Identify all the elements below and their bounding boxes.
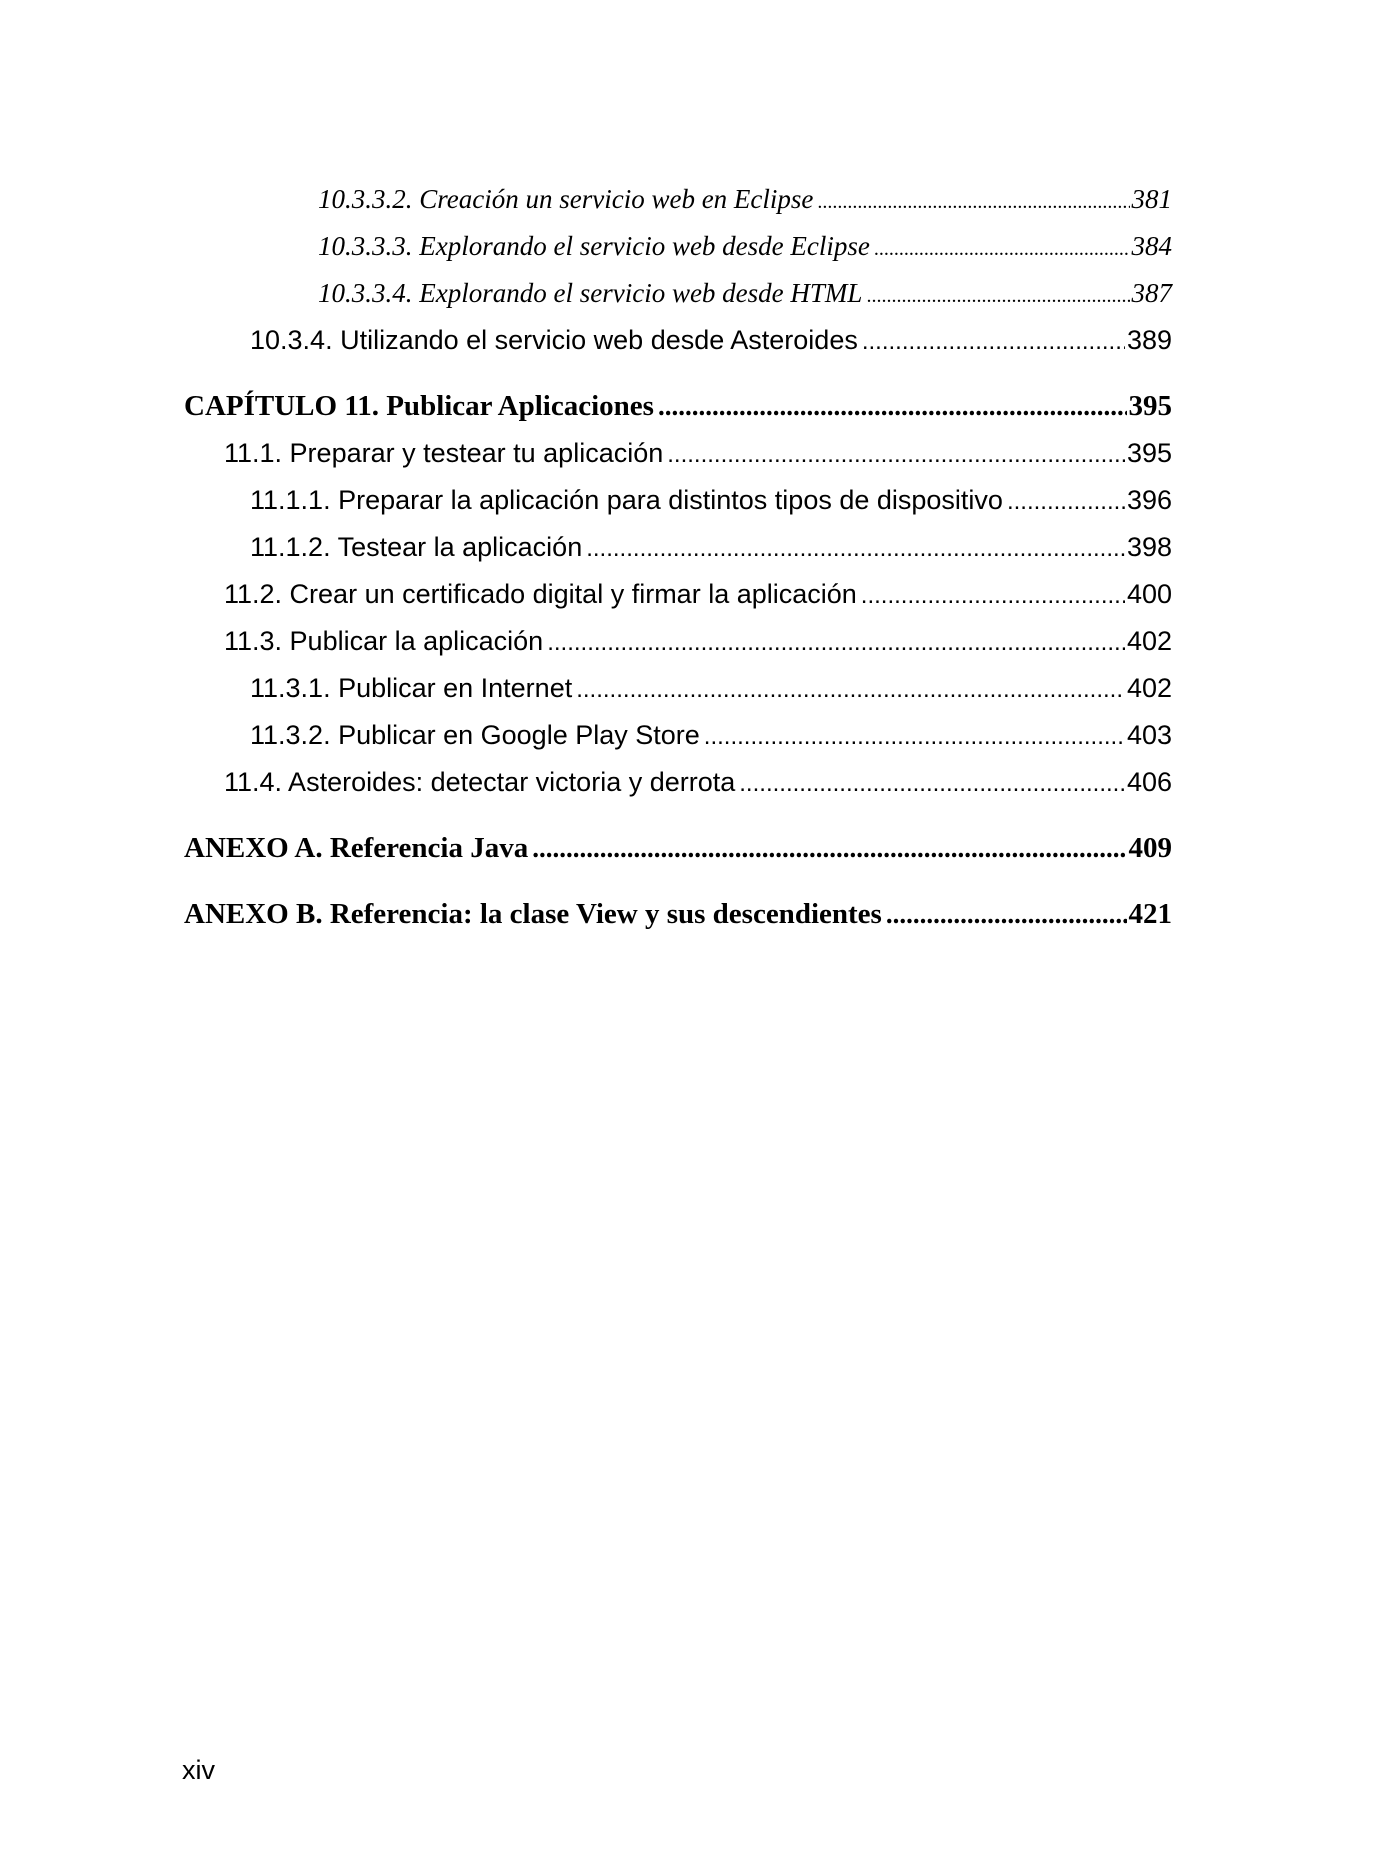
toc-entry-title: 11.4. Asteroides: detectar victoria y derrota xyxy=(224,767,736,797)
toc-entry-page: 398 xyxy=(1126,532,1172,562)
dot-leader xyxy=(862,328,1125,356)
toc-entry-title: ANEXO B. Referencia: la clase View y sus descendientes xyxy=(184,898,882,930)
toc-entry-page: 389 xyxy=(1126,325,1172,355)
toc-entry-page: 402 xyxy=(1126,673,1172,703)
dot-leader xyxy=(586,535,1125,563)
dot-leader xyxy=(532,833,1126,864)
toc-entry-page: 395 xyxy=(1126,438,1172,468)
dot-leader xyxy=(886,899,1127,930)
toc-entry[interactable] xyxy=(250,485,1172,516)
toc-entry-title: 11.1.2. Testear la aplicación xyxy=(250,532,583,562)
toc-entry-page: 396 xyxy=(1126,485,1172,515)
toc-entry-page: 403 xyxy=(1126,720,1172,750)
toc-chapter-entry[interactable] xyxy=(184,898,1172,931)
toc-entry-title: ANEXO A. Referencia Java xyxy=(184,832,529,864)
toc-entry-page: 400 xyxy=(1126,579,1172,609)
toc-entry-page: 421 xyxy=(1128,898,1172,930)
toc-entry[interactable] xyxy=(318,184,1172,215)
toc-chapter-entry[interactable] xyxy=(184,390,1172,423)
dot-leader xyxy=(866,285,1129,308)
toc-entry-title: 11.3. Publicar la aplicación xyxy=(224,626,544,656)
toc-entry-title: 11.1. Preparar y testear tu aplicación xyxy=(224,438,664,468)
toc-entry-title: 11.1.1. Preparar la aplicación para distintos tipos de dispositivo xyxy=(250,485,1003,515)
toc-entry-page: 395 xyxy=(1128,390,1172,422)
toc-entry[interactable] xyxy=(318,278,1172,309)
toc-entry[interactable] xyxy=(224,438,1172,469)
toc-entry-title: 10.3.4. Utilizando el servicio web desde Asteroides xyxy=(250,325,858,355)
toc-entry-title: 10.3.3.2. Creación un servicio web en Eclipse xyxy=(318,184,814,214)
dot-leader xyxy=(874,238,1130,261)
toc-entry-page: 387 xyxy=(1131,278,1172,308)
toc-entry-title: 11.3.1. Publicar en Internet xyxy=(250,673,573,703)
toc-entry[interactable] xyxy=(224,767,1172,798)
dot-leader xyxy=(667,441,1125,469)
dot-leader xyxy=(704,723,1125,751)
dot-leader xyxy=(739,770,1125,798)
dot-leader xyxy=(1007,488,1125,516)
toc-chapter-entry[interactable] xyxy=(184,832,1172,865)
dot-leader xyxy=(658,391,1127,422)
toc-entry-title: CAPÍTULO 11. Publicar Aplicaciones xyxy=(184,390,654,422)
dot-leader xyxy=(547,629,1125,657)
page-number: xiv xyxy=(182,1755,215,1785)
toc-entry-page: 409 xyxy=(1128,832,1172,864)
toc-entry[interactable] xyxy=(250,720,1172,751)
dot-leader xyxy=(576,676,1125,704)
toc-entry-title: 11.2. Crear un certificado digital y firmar la aplicación xyxy=(224,579,857,609)
toc-entry-title: 10.3.3.4. Explorando el servicio web desde HTML xyxy=(318,278,863,308)
toc-entry-page: 381 xyxy=(1131,184,1172,214)
toc-entry[interactable] xyxy=(318,231,1172,262)
toc-entry[interactable] xyxy=(250,325,1172,356)
toc-entry-page: 406 xyxy=(1126,767,1172,797)
dot-leader xyxy=(817,191,1129,214)
toc-entry-page: 384 xyxy=(1131,231,1172,261)
toc-entry[interactable] xyxy=(250,673,1172,704)
toc-entry-title: 11.3.2. Publicar en Google Play Store xyxy=(250,720,700,750)
dot-leader xyxy=(861,582,1125,610)
toc-entry-title: 10.3.3.3. Explorando el servicio web desde Eclipse xyxy=(318,231,870,261)
toc-entry[interactable] xyxy=(224,626,1172,657)
toc-entry-page: 402 xyxy=(1126,626,1172,656)
toc-entry[interactable] xyxy=(250,532,1172,563)
toc-entry[interactable] xyxy=(224,579,1172,610)
